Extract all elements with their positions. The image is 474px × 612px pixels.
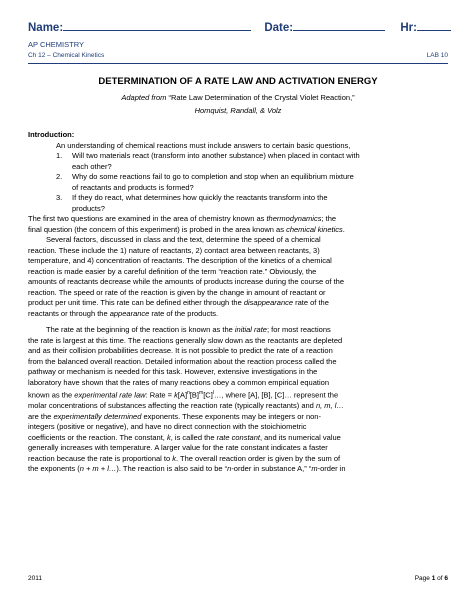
chapter-label: Ch 12 – Chemical Kinetics <box>28 52 105 59</box>
name-line <box>63 20 251 31</box>
question-3 <box>28 193 448 214</box>
hr-line <box>417 20 451 31</box>
course-subject: AP CHEMISTRY <box>28 40 84 49</box>
question-1 <box>28 151 448 172</box>
lab-label: LAB 10 <box>426 52 448 59</box>
question-text: If they do react, what determines how quickly the reactants transform into the <box>72 193 328 202</box>
question-text-cont: of reactants and products is formed? <box>72 182 194 192</box>
paragraph-rate-law: The rate at the beginning of the reaction is known as the initial rate; for most reactions the rate is largest at this time. The reactions generally slow down as the reactants are depleted and as their collision probabilities decrease. It is not possible to predict the rate of a reaction from the balanced overall reaction. Detailed information about the reaction process called the pathway or mechanism is needed for this task. However, extensive investigations in the laboratory have shown that the rates of many reactions obey a common empirical equation known as the experimental rate law: Rate = $k[A]^n[B]^m[C]^l\dots$, where [A], [B], [C]… represent the molar concentrations of substances affecting the reaction rate (typically reactants) and n, m, l… are the experimentally determined exponents. These exponents may be integers or non- integers (positive or negative), and have no direct connection with the stoichiometric coefficients or the reaction. The constant, k, is called the rate constant, and its numerical value generally increases with temperature. A larger value for the rate constant indicates a faster reaction because the rate is proportional to k. The overall reaction order is given by the sum of the exponents (n + m + l…). The reaction is also said to be “n-order in substance A,” “m-order in <box>28 325 448 475</box>
adapted-prefix: Adapted from <box>121 93 169 102</box>
name-label: Name: <box>28 22 64 34</box>
header-divider <box>28 63 448 64</box>
rate-law-equation: known as the experimental rate law: Rate = $k[A]^n[B]^m[C]^l\dots$, where [A], [B], [C]… represent the <box>28 390 339 400</box>
question-number: 2. <box>56 172 63 181</box>
hr-label: Hr: <box>400 22 417 34</box>
page-number: Page 1 of 6 <box>414 575 448 582</box>
footer-year: 2011 <box>28 575 42 582</box>
paragraph-factors: Several factors, discussed in class and the text, determine the speed of a chemical reaction. These include the 1) nature of reactants, 2) contact area between reactants, 3) temperature, and 4) concentration of reactants. The description of the kinetics of a chemical reaction is made easier by a careful definition of the term “reaction rate.” Obviously, the amounts of reactants decrease while the amounts of products increase during the course of the reaction. The speed or rate of the reaction is given by the change in amount of reactant or product per unit time. This rate can be defined either through the disappearance rate of the reactants or through the appearance rate of the products. <box>28 235 345 318</box>
question-text-cont: each other? <box>72 161 112 171</box>
adapted-source: “Rate Law Determination of the Crystal Violet Reaction,” <box>168 93 355 102</box>
question-text-cont: products? <box>72 203 105 213</box>
question-2 <box>28 172 448 193</box>
paragraph-thermodynamics: The first two questions are examined in the area of chemistry known as thermodynamics; the final question (the concern of this experiment) is probed in the area known as chemical kinetics. <box>28 214 345 234</box>
question-text: Why do some reactions fail to go to completion and stop when an equilibrium mixture <box>72 172 354 181</box>
question-number: 3. <box>56 193 63 202</box>
intro-heading: Introduction: <box>28 130 75 139</box>
chapter-row <box>28 52 448 59</box>
intro-lead: An understanding of chemical reactions must include answers to certain basic questions, <box>56 140 351 150</box>
student-info-header <box>28 20 448 34</box>
question-number: 1. <box>56 151 63 160</box>
adapted-authors: Homquist, Randall, & Volz <box>194 106 282 115</box>
adapted-from <box>28 93 448 102</box>
page-title: DETERMINATION OF A RATE LAW AND ACTIVATION ENERGY <box>98 76 378 87</box>
date-line <box>293 20 385 31</box>
date-label: Date: <box>264 22 294 34</box>
question-text: Will two materials react (transform into another substance) when placed in contact with <box>72 151 360 160</box>
document-body <box>28 130 448 475</box>
